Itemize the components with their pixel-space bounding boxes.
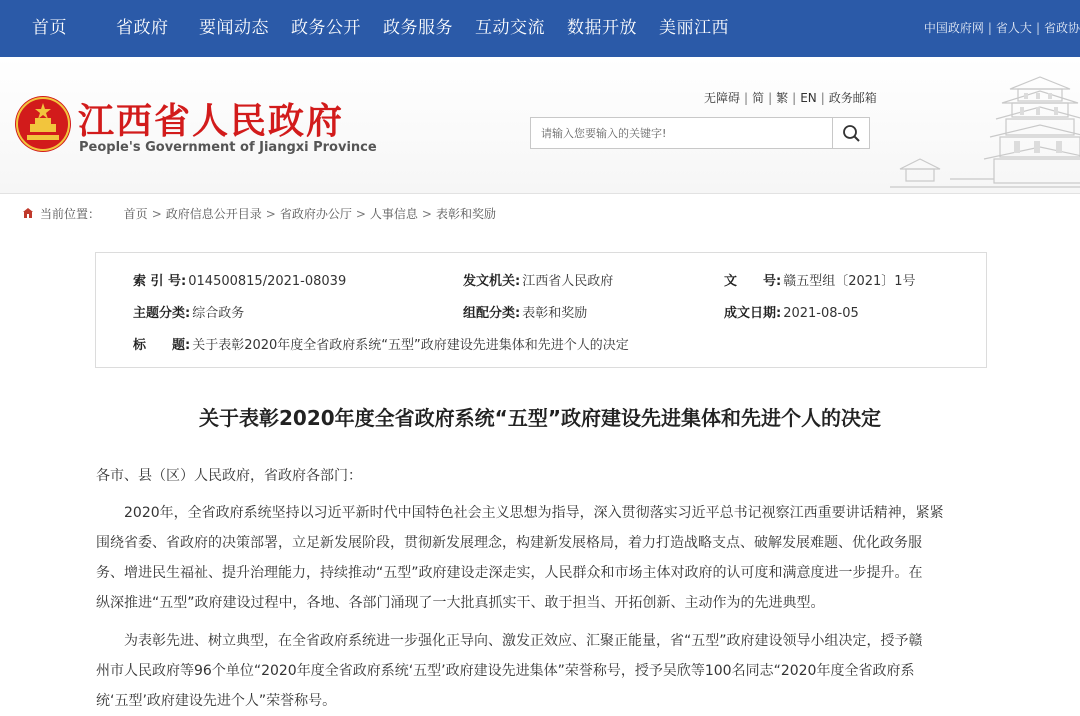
top-external-links [924, 19, 1080, 36]
article-title: 关于表彰2020年度全省政府系统“五型”政府建设先进集体和先进个人的决定 [199, 406, 881, 430]
nav-item-news[interactable]: 要闻动态 [199, 18, 269, 38]
meta-docno-value: 赣五型组〔2021〕1号 [783, 274, 916, 289]
meta-index-label: 索 引 号: [133, 274, 187, 289]
breadcrumb-personnel-info[interactable]: 人事信息 [369, 207, 418, 221]
meta-date [724, 302, 859, 321]
meta-title-value: 关于表彰2020年度全省政府系统“五型”政府建设先进集体和先进个人的决定 [192, 338, 629, 353]
nav-item-beautiful-jiangxi[interactable]: 美丽江西 [659, 18, 729, 38]
meta-date-value: 2021-08-05 [783, 306, 859, 321]
paragraph-line: 为表彰先进、树立典型，在全省政府系统进一步强化正导向、激发正效应、汇聚正能量，省“五型”政府建设领导小组决定，授予赣 [124, 633, 923, 649]
paragraph-line: 纵深推进“五型”政府建设过程中，各地、各部门涌现了一大批真抓实干、敢于担当、开拓创新、主动作为的先进典型。 [96, 595, 825, 611]
link-simplified[interactable]: 简 [752, 91, 765, 105]
breadcrumb-awards[interactable]: 表彰和奖励 [435, 207, 496, 221]
breadcrumb-home[interactable]: 首页 [123, 207, 148, 221]
link-accessibility[interactable]: 无障碍 [704, 91, 741, 105]
breadcrumb-separator: > [355, 207, 366, 221]
pagoda-illustration [890, 69, 1080, 193]
paragraph-line: 务、增进民生福祉、提升治理能力，持续推动“五型”政府建设走深走实，人民群众和市场主体对政府的认可度和满意度进一步提升。在 [96, 565, 923, 581]
breadcrumb-general-office[interactable]: 省政府办公厅 [279, 207, 352, 221]
nav-item-province-gov[interactable]: 省政府 [116, 18, 169, 38]
paragraph-line: 2020年，全省政府系统坚持以习近平新时代中国特色社会主义思想为指导，深入贯彻落实习近平总书记视察江西重要讲话精神，紧紧 [124, 505, 944, 521]
meta-index-value: 014500815/2021-08039 [188, 274, 347, 289]
link-china-gov[interactable]: 中国政府网 [923, 21, 984, 35]
nav-item-open-data[interactable]: 数据开放 [567, 18, 637, 38]
breadcrumb-label: 当前位置： [40, 207, 101, 221]
divider: | [768, 91, 773, 105]
link-gov-mail[interactable]: 政务邮箱 [828, 91, 877, 105]
paragraph-line: 州市人民政府等96个单位“2020年度全省政府系统‘五型’政府建设先进集体”荣誉称号，授予吴欣等100名同志“2020年度全省政府系 [96, 663, 915, 679]
meta-issuer-label: 发文机关: [463, 274, 521, 289]
meta-title-label: 标 题: [133, 338, 191, 353]
meta-issuer [463, 270, 613, 289]
meta-category-value: 表彰和奖励 [522, 306, 588, 321]
breadcrumb-separator: > [421, 207, 432, 221]
meta-docno-label: 文 号: [724, 274, 782, 289]
link-traditional[interactable]: 繁 [776, 91, 789, 105]
divider: | [792, 91, 797, 105]
breadcrumb-separator: > [265, 207, 276, 221]
national-emblem-logo [13, 94, 73, 154]
meta-date-label: 成文日期: [724, 306, 782, 321]
search-input[interactable] [531, 118, 821, 148]
salutation-line: 各市、县（区）人民政府，省政府各部门： [96, 468, 362, 484]
nav-item-gov-service[interactable]: 政务服务 [383, 18, 453, 38]
divider: | [1035, 21, 1040, 35]
meta-category-label: 组配分类: [463, 306, 521, 321]
breadcrumb [22, 205, 496, 222]
meta-category [463, 302, 587, 321]
site-header [0, 57, 1080, 194]
search-box [530, 117, 870, 149]
link-cppcc[interactable]: 省政协 [1043, 21, 1080, 35]
paragraph-line: 围绕省委、省政府的决策部署，立足新发展阶段，贯彻新发展理念，构建新发展格局，着力打造战略支点、破解发展难题、优化政务服 [96, 535, 922, 551]
breadcrumb-separator: > [151, 207, 162, 221]
breadcrumb-info-catalog[interactable]: 政府信息公开目录 [165, 207, 262, 221]
site-title-english: People's Government of Jiangxi Province [79, 140, 377, 155]
meta-index-number [133, 270, 346, 289]
home-location-icon [22, 207, 34, 219]
meta-document-number [724, 270, 916, 289]
utility-links [704, 89, 877, 106]
meta-title [133, 334, 629, 353]
article-paragraph-2 [96, 626, 988, 716]
nav-item-home[interactable]: 首页 [32, 18, 67, 38]
paragraph-line: 统‘五型’政府建设先进个人”荣誉称号。 [96, 693, 337, 709]
divider: | [987, 21, 992, 35]
search-icon [833, 118, 870, 148]
meta-topic-label: 主题分类: [133, 306, 191, 321]
divider: | [744, 91, 749, 105]
nav-item-gov-disclosure[interactable]: 政务公开 [291, 18, 361, 38]
meta-issuer-value: 江西省人民政府 [522, 274, 614, 289]
document-metadata-box [95, 252, 987, 368]
search-button[interactable] [832, 118, 870, 148]
nav-item-interaction[interactable]: 互动交流 [475, 18, 545, 38]
site-title[interactable]: 江西省人民政府 [78, 101, 345, 142]
link-english[interactable]: EN [800, 91, 817, 105]
divider: | [820, 91, 825, 105]
meta-topic-value: 综合政务 [192, 306, 245, 321]
top-navigation-bar [0, 0, 1080, 57]
article-paragraph-1 [96, 498, 988, 618]
meta-topic [133, 302, 244, 321]
link-provincial-congress[interactable]: 省人大 [995, 21, 1032, 35]
